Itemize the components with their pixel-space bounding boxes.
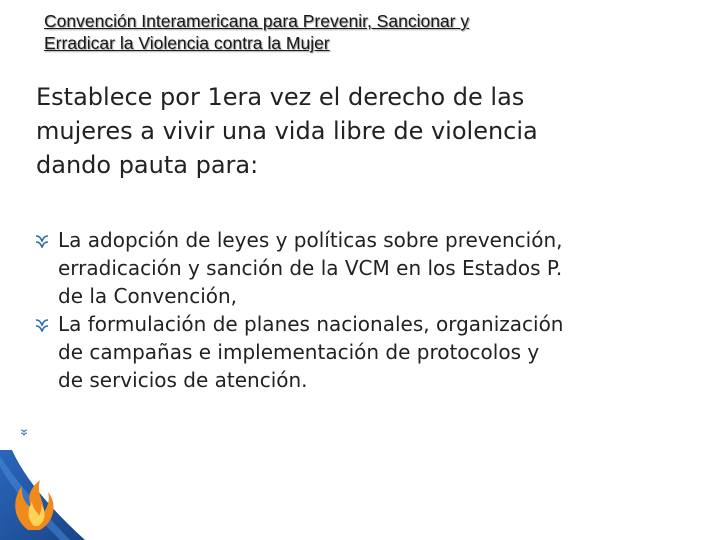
bullet-1-line-3: de la Convención,: [58, 284, 238, 308]
bullet-2-line-3: de servicios de atención.: [58, 368, 308, 392]
bullet-list: [34, 226, 720, 394]
bullet-item-1: [34, 226, 720, 310]
flame-logo-icon: [15, 480, 53, 530]
ribbon-bullet-icon: [34, 318, 50, 332]
slide-title-line-1: Convención Interamericana para Prevenir, Sancionar y: [44, 11, 470, 31]
corner-logo-graphic: [0, 450, 90, 540]
slide-title-line-2: Erradicar la Violencia contra la Mujer: [44, 33, 330, 53]
empty-bullet-icon: [20, 428, 28, 436]
intro-line-3: dando pauta para:: [36, 151, 259, 179]
bullet-1-line-2: erradicación y sanción de la VCM en los Estados P.: [58, 256, 563, 280]
intro-paragraph: [36, 80, 706, 182]
bullet-2-line-2: de campañas e implementación de protocolos y: [58, 340, 540, 364]
intro-line-1: Establece por 1era vez el derecho de las: [36, 83, 525, 111]
ribbon-bullet-icon: [34, 234, 50, 248]
bullet-2-line-1: La formulación de planes nacionales, organización: [58, 312, 564, 336]
intro-line-2: mujeres a vivir una vida libre de violencia: [36, 117, 538, 145]
slide-title: [44, 10, 684, 54]
bullet-item-2: [34, 310, 720, 394]
bullet-1-line-1: La adopción de leyes y políticas sobre prevención,: [58, 228, 563, 252]
